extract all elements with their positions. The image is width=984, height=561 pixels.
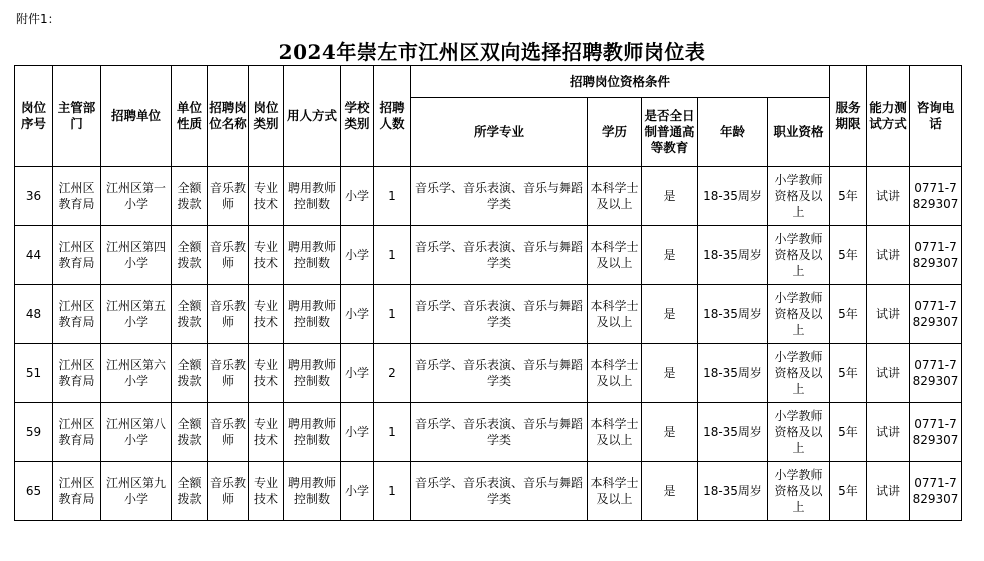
cell-count: 1	[374, 462, 411, 521]
cell-unit-nature: 全额拨款	[172, 285, 208, 344]
cell-phone: 0771-7829307	[910, 167, 962, 226]
cell-certificate: 小学教师资格及以上	[768, 285, 830, 344]
cell-employment: 聘用教师控制数	[284, 167, 341, 226]
cell-school-type: 小学	[341, 344, 374, 403]
cell-post-type: 专业技术	[249, 167, 284, 226]
cell-post-name: 音乐教师	[208, 285, 249, 344]
cell-employment: 聘用教师控制数	[284, 462, 341, 521]
cell-department: 江州区教育局	[53, 226, 101, 285]
cell-post-name: 音乐教师	[208, 226, 249, 285]
cell-post-type: 专业技术	[249, 403, 284, 462]
cell-certificate: 小学教师资格及以上	[768, 226, 830, 285]
attachment-label: 附件1：	[16, 12, 60, 26]
cell-education: 本科学士及以上	[588, 403, 642, 462]
header-education: 学历	[588, 98, 642, 167]
cell-post-name: 音乐教师	[208, 462, 249, 521]
cell-age: 18-35周岁	[698, 285, 768, 344]
cell-department: 江州区教育局	[53, 344, 101, 403]
cell-age: 18-35周岁	[698, 403, 768, 462]
cell-phone: 0771-7829307	[910, 462, 962, 521]
cell-school-type: 小学	[341, 403, 374, 462]
cell-service: 5年	[830, 403, 867, 462]
cell-unit-nature: 全额拨款	[172, 403, 208, 462]
cell-test: 试讲	[867, 462, 910, 521]
header-service: 服务期限	[830, 66, 867, 167]
cell-department: 江州区教育局	[53, 462, 101, 521]
cell-service: 5年	[830, 167, 867, 226]
cell-phone: 0771-7829307	[910, 403, 962, 462]
cell-employment: 聘用教师控制数	[284, 344, 341, 403]
cell-post-no: 48	[15, 285, 53, 344]
recruitment-table	[14, 65, 962, 521]
cell-post-no: 51	[15, 344, 53, 403]
header-certificate: 职业资格	[768, 98, 830, 167]
cell-certificate: 小学教师资格及以上	[768, 403, 830, 462]
header-post-type: 岗位类别	[249, 66, 284, 167]
cell-unit-nature: 全额拨款	[172, 344, 208, 403]
cell-post-no: 59	[15, 403, 53, 462]
document-title: 2024年崇左市江州区双向选择招聘教师岗位表	[278, 40, 706, 64]
cell-post-type: 专业技术	[249, 344, 284, 403]
cell-unit: 江州区第五小学	[101, 285, 172, 344]
cell-age: 18-35周岁	[698, 462, 768, 521]
cell-certificate: 小学教师资格及以上	[768, 462, 830, 521]
cell-service: 5年	[830, 344, 867, 403]
cell-post-name: 音乐教师	[208, 403, 249, 462]
table-row	[15, 403, 962, 462]
cell-school-type: 小学	[341, 462, 374, 521]
header-post-name: 招聘岗位名称	[208, 66, 249, 167]
cell-test: 试讲	[867, 226, 910, 285]
cell-major: 音乐学、音乐表演、音乐与舞蹈学类	[411, 167, 588, 226]
header-count: 招聘人数	[374, 66, 411, 167]
header-fulltime: 是否全日制普通高等教育	[642, 98, 698, 167]
header-school-type: 学校类别	[341, 66, 374, 167]
cell-unit: 江州区第八小学	[101, 403, 172, 462]
cell-phone: 0771-7829307	[910, 226, 962, 285]
cell-major: 音乐学、音乐表演、音乐与舞蹈学类	[411, 285, 588, 344]
header-qualification-group: 招聘岗位资格条件	[411, 66, 830, 98]
cell-school-type: 小学	[341, 226, 374, 285]
cell-age: 18-35周岁	[698, 167, 768, 226]
cell-education: 本科学士及以上	[588, 344, 642, 403]
cell-fulltime: 是	[642, 403, 698, 462]
header-post-no: 岗位序号	[15, 66, 53, 167]
cell-unit: 江州区第六小学	[101, 344, 172, 403]
cell-service: 5年	[830, 285, 867, 344]
cell-post-no: 65	[15, 462, 53, 521]
cell-fulltime: 是	[642, 285, 698, 344]
cell-school-type: 小学	[341, 285, 374, 344]
table-row	[15, 285, 962, 344]
cell-department: 江州区教育局	[53, 167, 101, 226]
header-department: 主管部门	[53, 66, 101, 167]
cell-major: 音乐学、音乐表演、音乐与舞蹈学类	[411, 462, 588, 521]
cell-certificate: 小学教师资格及以上	[768, 167, 830, 226]
cell-post-type: 专业技术	[249, 285, 284, 344]
header-employment: 用人方式	[284, 66, 341, 167]
cell-fulltime: 是	[642, 226, 698, 285]
cell-post-type: 专业技术	[249, 462, 284, 521]
cell-test: 试讲	[867, 285, 910, 344]
cell-department: 江州区教育局	[53, 403, 101, 462]
cell-count: 1	[374, 167, 411, 226]
table-row	[15, 167, 962, 226]
header-test: 能力测试方式	[867, 66, 910, 167]
header-major: 所学专业	[411, 98, 588, 167]
cell-education: 本科学士及以上	[588, 462, 642, 521]
cell-post-no: 44	[15, 226, 53, 285]
table-row	[15, 344, 962, 403]
cell-count: 1	[374, 285, 411, 344]
cell-education: 本科学士及以上	[588, 226, 642, 285]
cell-phone: 0771-7829307	[910, 344, 962, 403]
cell-test: 试讲	[867, 344, 910, 403]
cell-unit: 江州区第四小学	[101, 226, 172, 285]
cell-employment: 聘用教师控制数	[284, 226, 341, 285]
cell-fulltime: 是	[642, 167, 698, 226]
cell-post-name: 音乐教师	[208, 344, 249, 403]
cell-certificate: 小学教师资格及以上	[768, 344, 830, 403]
cell-unit-nature: 全额拨款	[172, 462, 208, 521]
cell-age: 18-35周岁	[698, 226, 768, 285]
cell-major: 音乐学、音乐表演、音乐与舞蹈学类	[411, 226, 588, 285]
cell-phone: 0771-7829307	[910, 285, 962, 344]
cell-school-type: 小学	[341, 167, 374, 226]
cell-employment: 聘用教师控制数	[284, 285, 341, 344]
header-unit: 招聘单位	[101, 66, 172, 167]
cell-major: 音乐学、音乐表演、音乐与舞蹈学类	[411, 403, 588, 462]
cell-count: 2	[374, 344, 411, 403]
cell-count: 1	[374, 403, 411, 462]
cell-education: 本科学士及以上	[588, 167, 642, 226]
cell-employment: 聘用教师控制数	[284, 403, 341, 462]
cell-major: 音乐学、音乐表演、音乐与舞蹈学类	[411, 344, 588, 403]
cell-count: 1	[374, 226, 411, 285]
cell-test: 试讲	[867, 403, 910, 462]
table-row	[15, 226, 962, 285]
header-age: 年龄	[698, 98, 768, 167]
cell-service: 5年	[830, 462, 867, 521]
cell-post-type: 专业技术	[249, 226, 284, 285]
cell-unit-nature: 全额拨款	[172, 226, 208, 285]
cell-unit: 江州区第一小学	[101, 167, 172, 226]
cell-post-no: 36	[15, 167, 53, 226]
cell-test: 试讲	[867, 167, 910, 226]
header-unit-nature: 单位性质	[172, 66, 208, 167]
cell-unit: 江州区第九小学	[101, 462, 172, 521]
cell-education: 本科学士及以上	[588, 285, 642, 344]
cell-service: 5年	[830, 226, 867, 285]
cell-fulltime: 是	[642, 462, 698, 521]
cell-fulltime: 是	[642, 344, 698, 403]
header-phone: 咨询电话	[910, 66, 962, 167]
cell-department: 江州区教育局	[53, 285, 101, 344]
cell-post-name: 音乐教师	[208, 167, 249, 226]
table-row	[15, 462, 962, 521]
cell-unit-nature: 全额拨款	[172, 167, 208, 226]
cell-age: 18-35周岁	[698, 344, 768, 403]
